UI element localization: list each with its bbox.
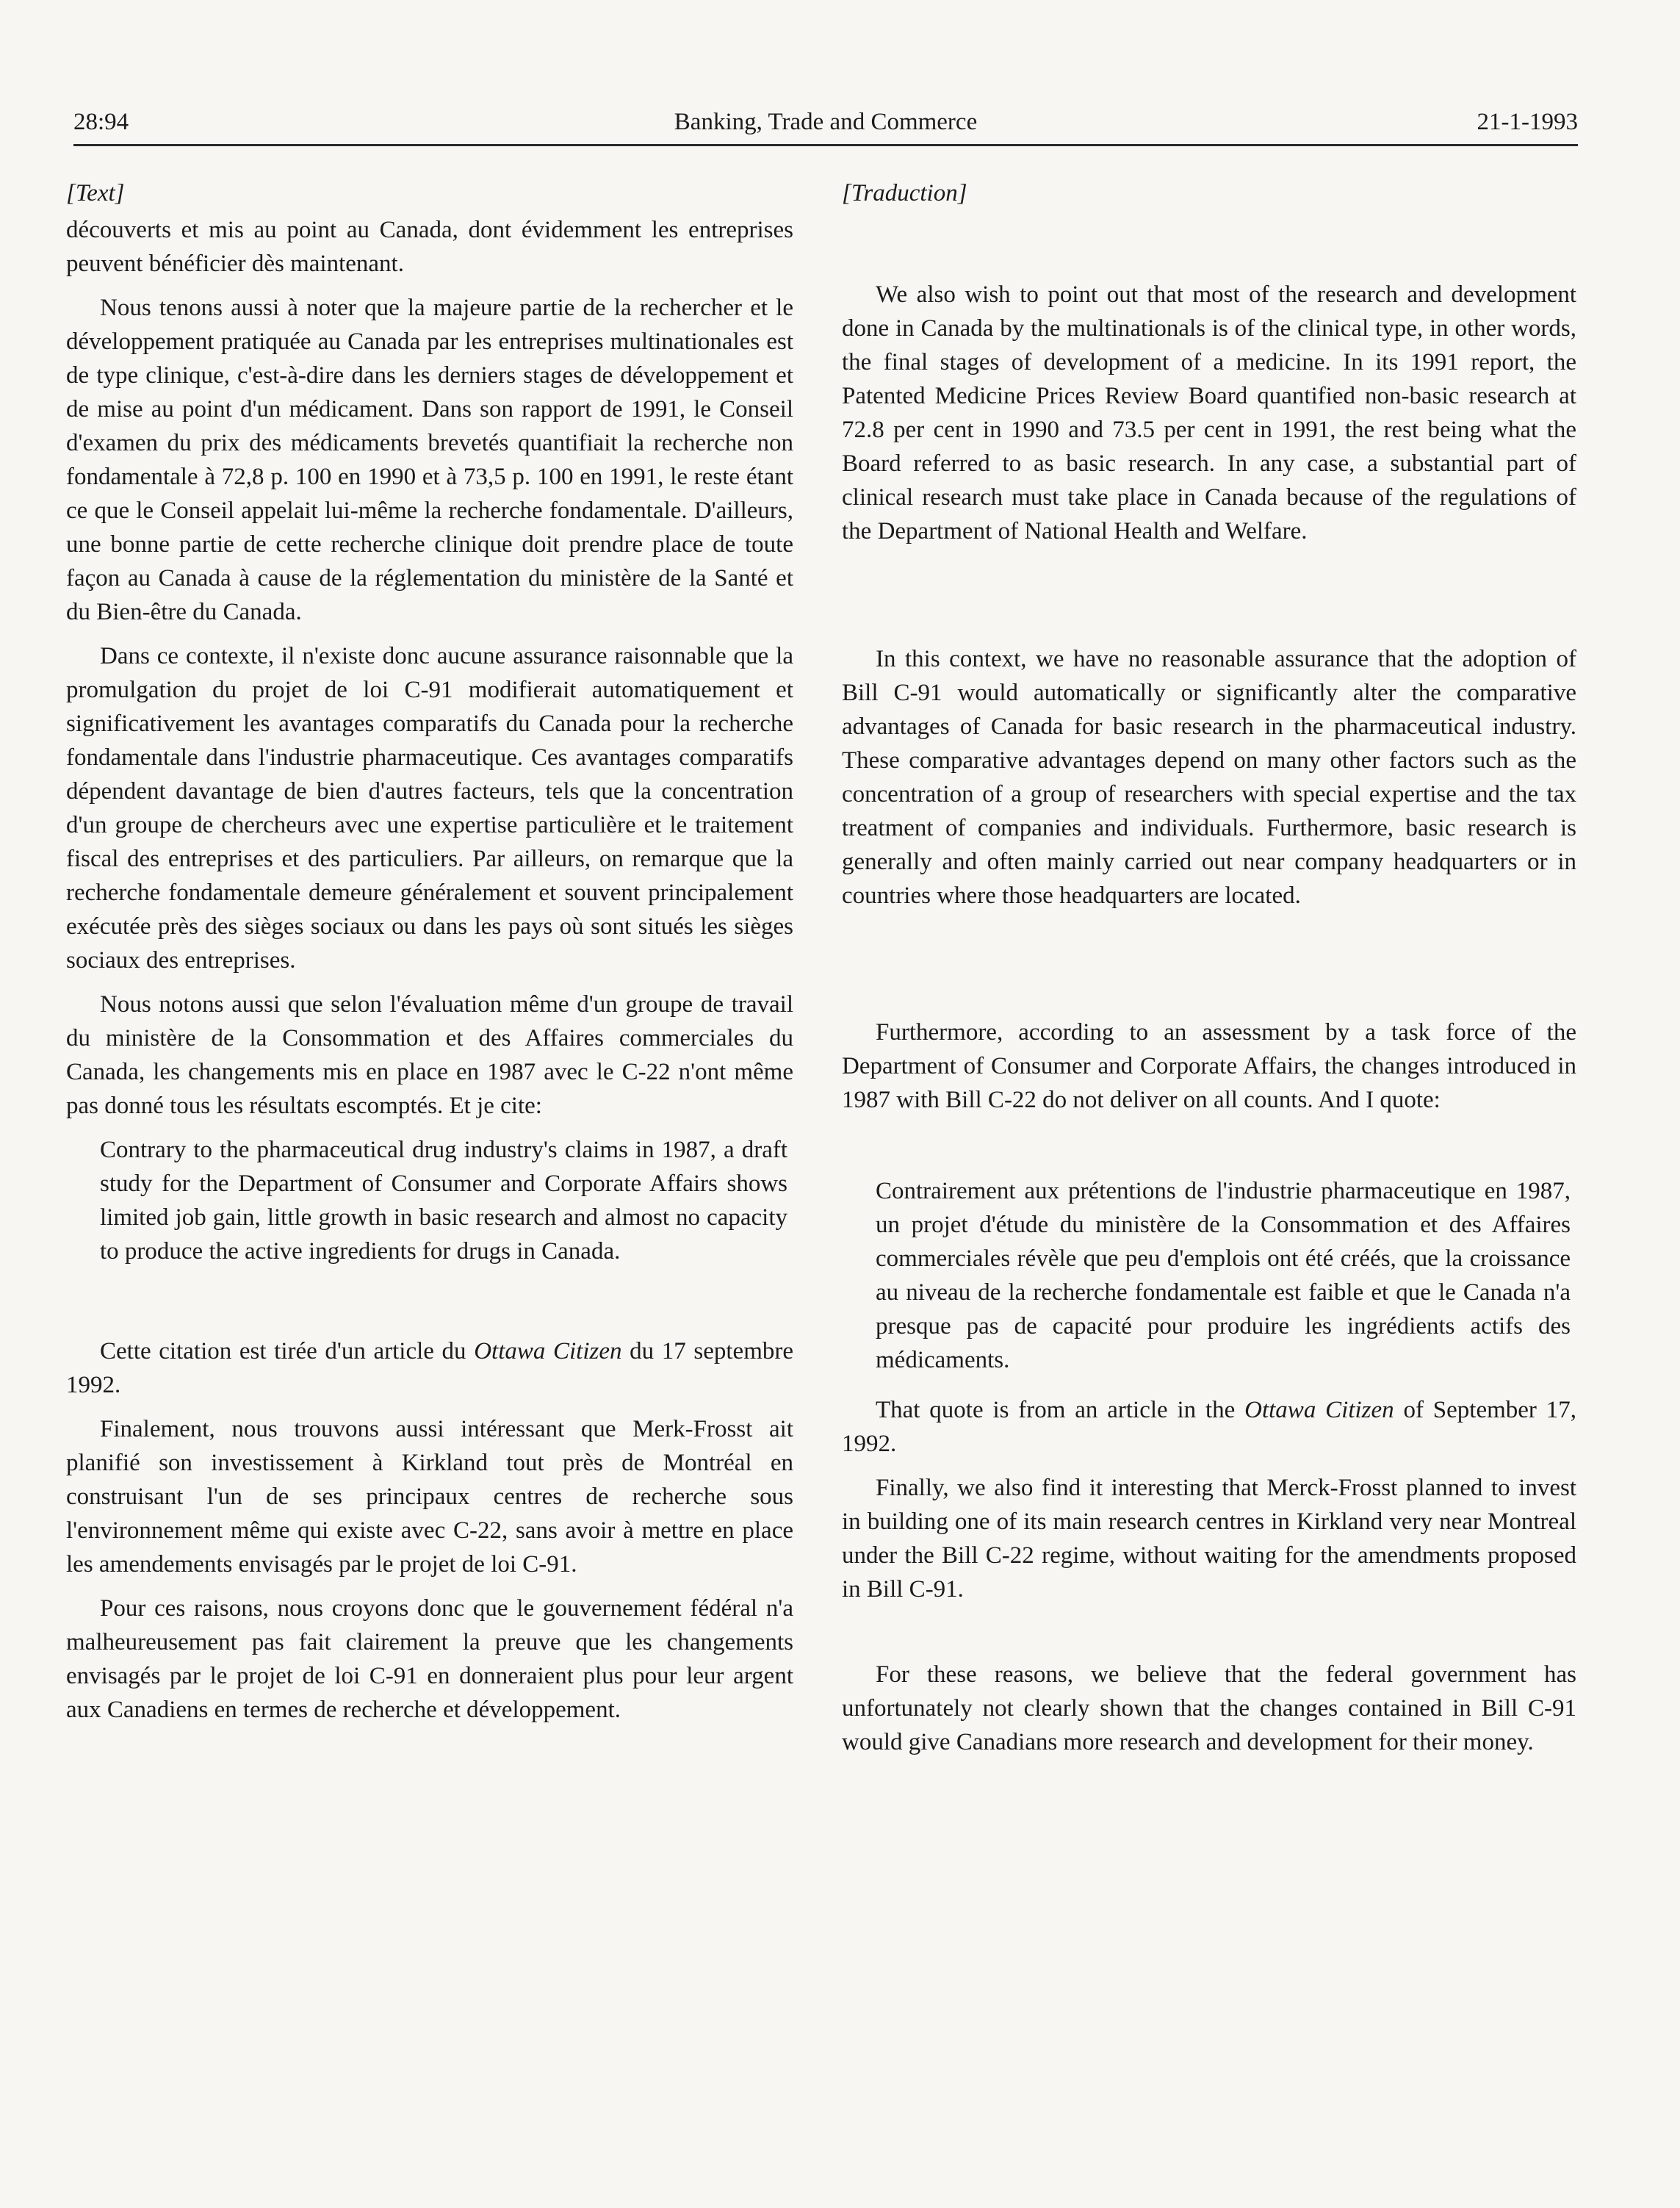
text-run: That quote is from an article in the bbox=[876, 1397, 1245, 1423]
column-label: [Text] bbox=[66, 180, 125, 206]
paragraph: In this context, we have no reasonable assurance that the adoption of Bill C-91 would automatically or significantly alter the comparative advantages of Canada for basic research in the pharmaceutical industry. These comparative advantages depend on many other factors such as the concentration of a group of researchers with special expertise and the tax treatment of companies and individuals. Furthermore, basic research is generally and often mainly carried out near company headquarters or in countries where those headquarters are located. bbox=[842, 646, 1576, 909]
page-title: Banking, Trade and Commerce bbox=[674, 109, 978, 135]
page-header bbox=[73, 109, 1578, 146]
block-quote bbox=[842, 1174, 1576, 1377]
paragraph: For these reasons, we believe that the federal government has unfortunately not clearly shown that the changes contained in Bill C-91 would give Canadians more research and development for their money. bbox=[842, 1661, 1576, 1755]
quote-text: Contrary to the pharmaceutical drug industry's claims in 1987, a draft study for the Department of Consumer and Corporate Affairs shows limited job gain, little growth in basic research and almost no capacity to produce the active ingredients for drugs in Canada. bbox=[100, 1137, 787, 1265]
paragraph: Nous notons aussi que selon l'évaluation même d'un groupe de travail du ministère de la Consommation et des Affaires commerciales du Canada, les changements mis en place en 1987 avec le C-22 n'ont même pas donné tous les résultats escomptés. Et je cite: bbox=[66, 991, 793, 1119]
text-run: Cette citation est tirée d'un article du bbox=[100, 1338, 475, 1364]
paragraph: Pour ces raisons, nous croyons donc que le gouvernement fédéral n'a malheureusement pas fait clairement la preuve que les changements envisagés par le projet de loi C-91 en donneraient plus pour leur argent aux Canadiens en termes de recherche et développement. bbox=[66, 1595, 793, 1723]
left-column-french bbox=[66, 176, 793, 1727]
quote-text: Contrairement aux prétentions de l'industrie pharmaceutique en 1987, un projet d'étude du ministère de la Consommation et des Affaires commerciales révèle que peu d'emplois ont été créés, que la croissance au niveau de la recherche fondamentale est faible et que le Canada n'a presque pas de capacité pour produire les ingrédients actifs des médicaments. bbox=[876, 1178, 1571, 1373]
block-quote bbox=[66, 1133, 793, 1268]
page-date: 21-1-1993 bbox=[1477, 109, 1578, 135]
text-run: of September 17, 1992. bbox=[842, 1397, 1576, 1457]
paragraph: We also wish to point out that most of the research and development done in Canada by the multinationals is of the clinical type, in other words, the final stages of development of a medicine. In its 1991 report, the Patented Medicine Prices Review Board quantified non-basic research at 72.8 per cent in 1990 and 73.5 per cent in 1991, the rest being what the Board referred to as basic research. In any case, a substantial part of clinical research must take place in Canada because of the regulations of the Department of National Health and Welfare. bbox=[842, 281, 1576, 544]
paragraph: découverts et mis au point au Canada, dont évidemment les entreprises peuvent bénéficier dès maintenant. bbox=[66, 217, 793, 277]
paragraph: Furthermore, according to an assessment by a task force of the Department of Consumer and Corporate Affairs, the changes introduced in 1987 with Bill C-22 do not deliver on all counts. And I quote: bbox=[842, 1019, 1576, 1113]
page-number: 28:94 bbox=[73, 109, 129, 135]
paragraph: Finalement, nous trouvons aussi intéressant que Merk-Frosst ait planifié son investissement à Kirkland tout près de Montréal en construisant l'un de ses principaux centres de recherche sous l'environnement même qui existe avec C-22, sans avoir à mettre en place les amendements envisagés par le projet de loi C-91. bbox=[66, 1416, 793, 1578]
publication-name: Ottawa Citizen bbox=[1244, 1397, 1394, 1423]
paragraph: Finally, we also find it interesting that Merck-Frosst planned to invest in building one of its main research centres in Kirkland very near Montreal under the Bill C-22 regime, without waiting for the amendments proposed in Bill C-91. bbox=[842, 1475, 1576, 1603]
paragraph bbox=[842, 1393, 1576, 1461]
text-run: du 17 septembre 1992. bbox=[66, 1338, 794, 1398]
column-label: [Traduction] bbox=[842, 180, 967, 206]
paragraph: Nous tenons aussi à noter que la majeure partie de la rechercher et le développement pratiquée au Canada par les entreprises multinationales est de type clinique, c'est-à-dire dans les derniers stages de développement et de mise au point d'un médicament. Dans son rapport de 1991, le Conseil d'examen du prix des médicaments brevetés quantifiait la recherche non fondamentale à 72,8 p. 100 en 1990 et à 73,5 p. 100 en 1991, le reste étant ce que le Conseil appelait lui-même la recherche fondamentale. D'ailleurs, une bonne partie de cette recherche clinique doit prendre place de toute façon au Canada à cause de la réglementation du ministère de la Santé et du Bien-être du Canada. bbox=[66, 295, 793, 625]
publication-name: Ottawa Citizen bbox=[474, 1338, 622, 1364]
paragraph bbox=[66, 1334, 793, 1402]
paragraph: Dans ce contexte, il n'existe donc aucune assurance raisonnable que la promulgation du projet de loi C-91 modifierait automatiquement et significativement les avantages comparatifs du Canada pour la recherche fondamentale dans l'industrie pharmaceutique. Ces avantages comparatifs dépendent davantage de bien d'autres facteurs, tels que la concentration d'un groupe de chercheurs avec une expertise particulière et le traitement fiscal des entreprises et des particuliers. Par ailleurs, on remarque que la recherche fondamentale demeure généralement et souvent principalement exécutée près des sièges sociaux ou dans les pays où sont situés les sièges sociaux des entreprises. bbox=[66, 643, 793, 974]
right-column-english bbox=[842, 176, 1576, 1759]
